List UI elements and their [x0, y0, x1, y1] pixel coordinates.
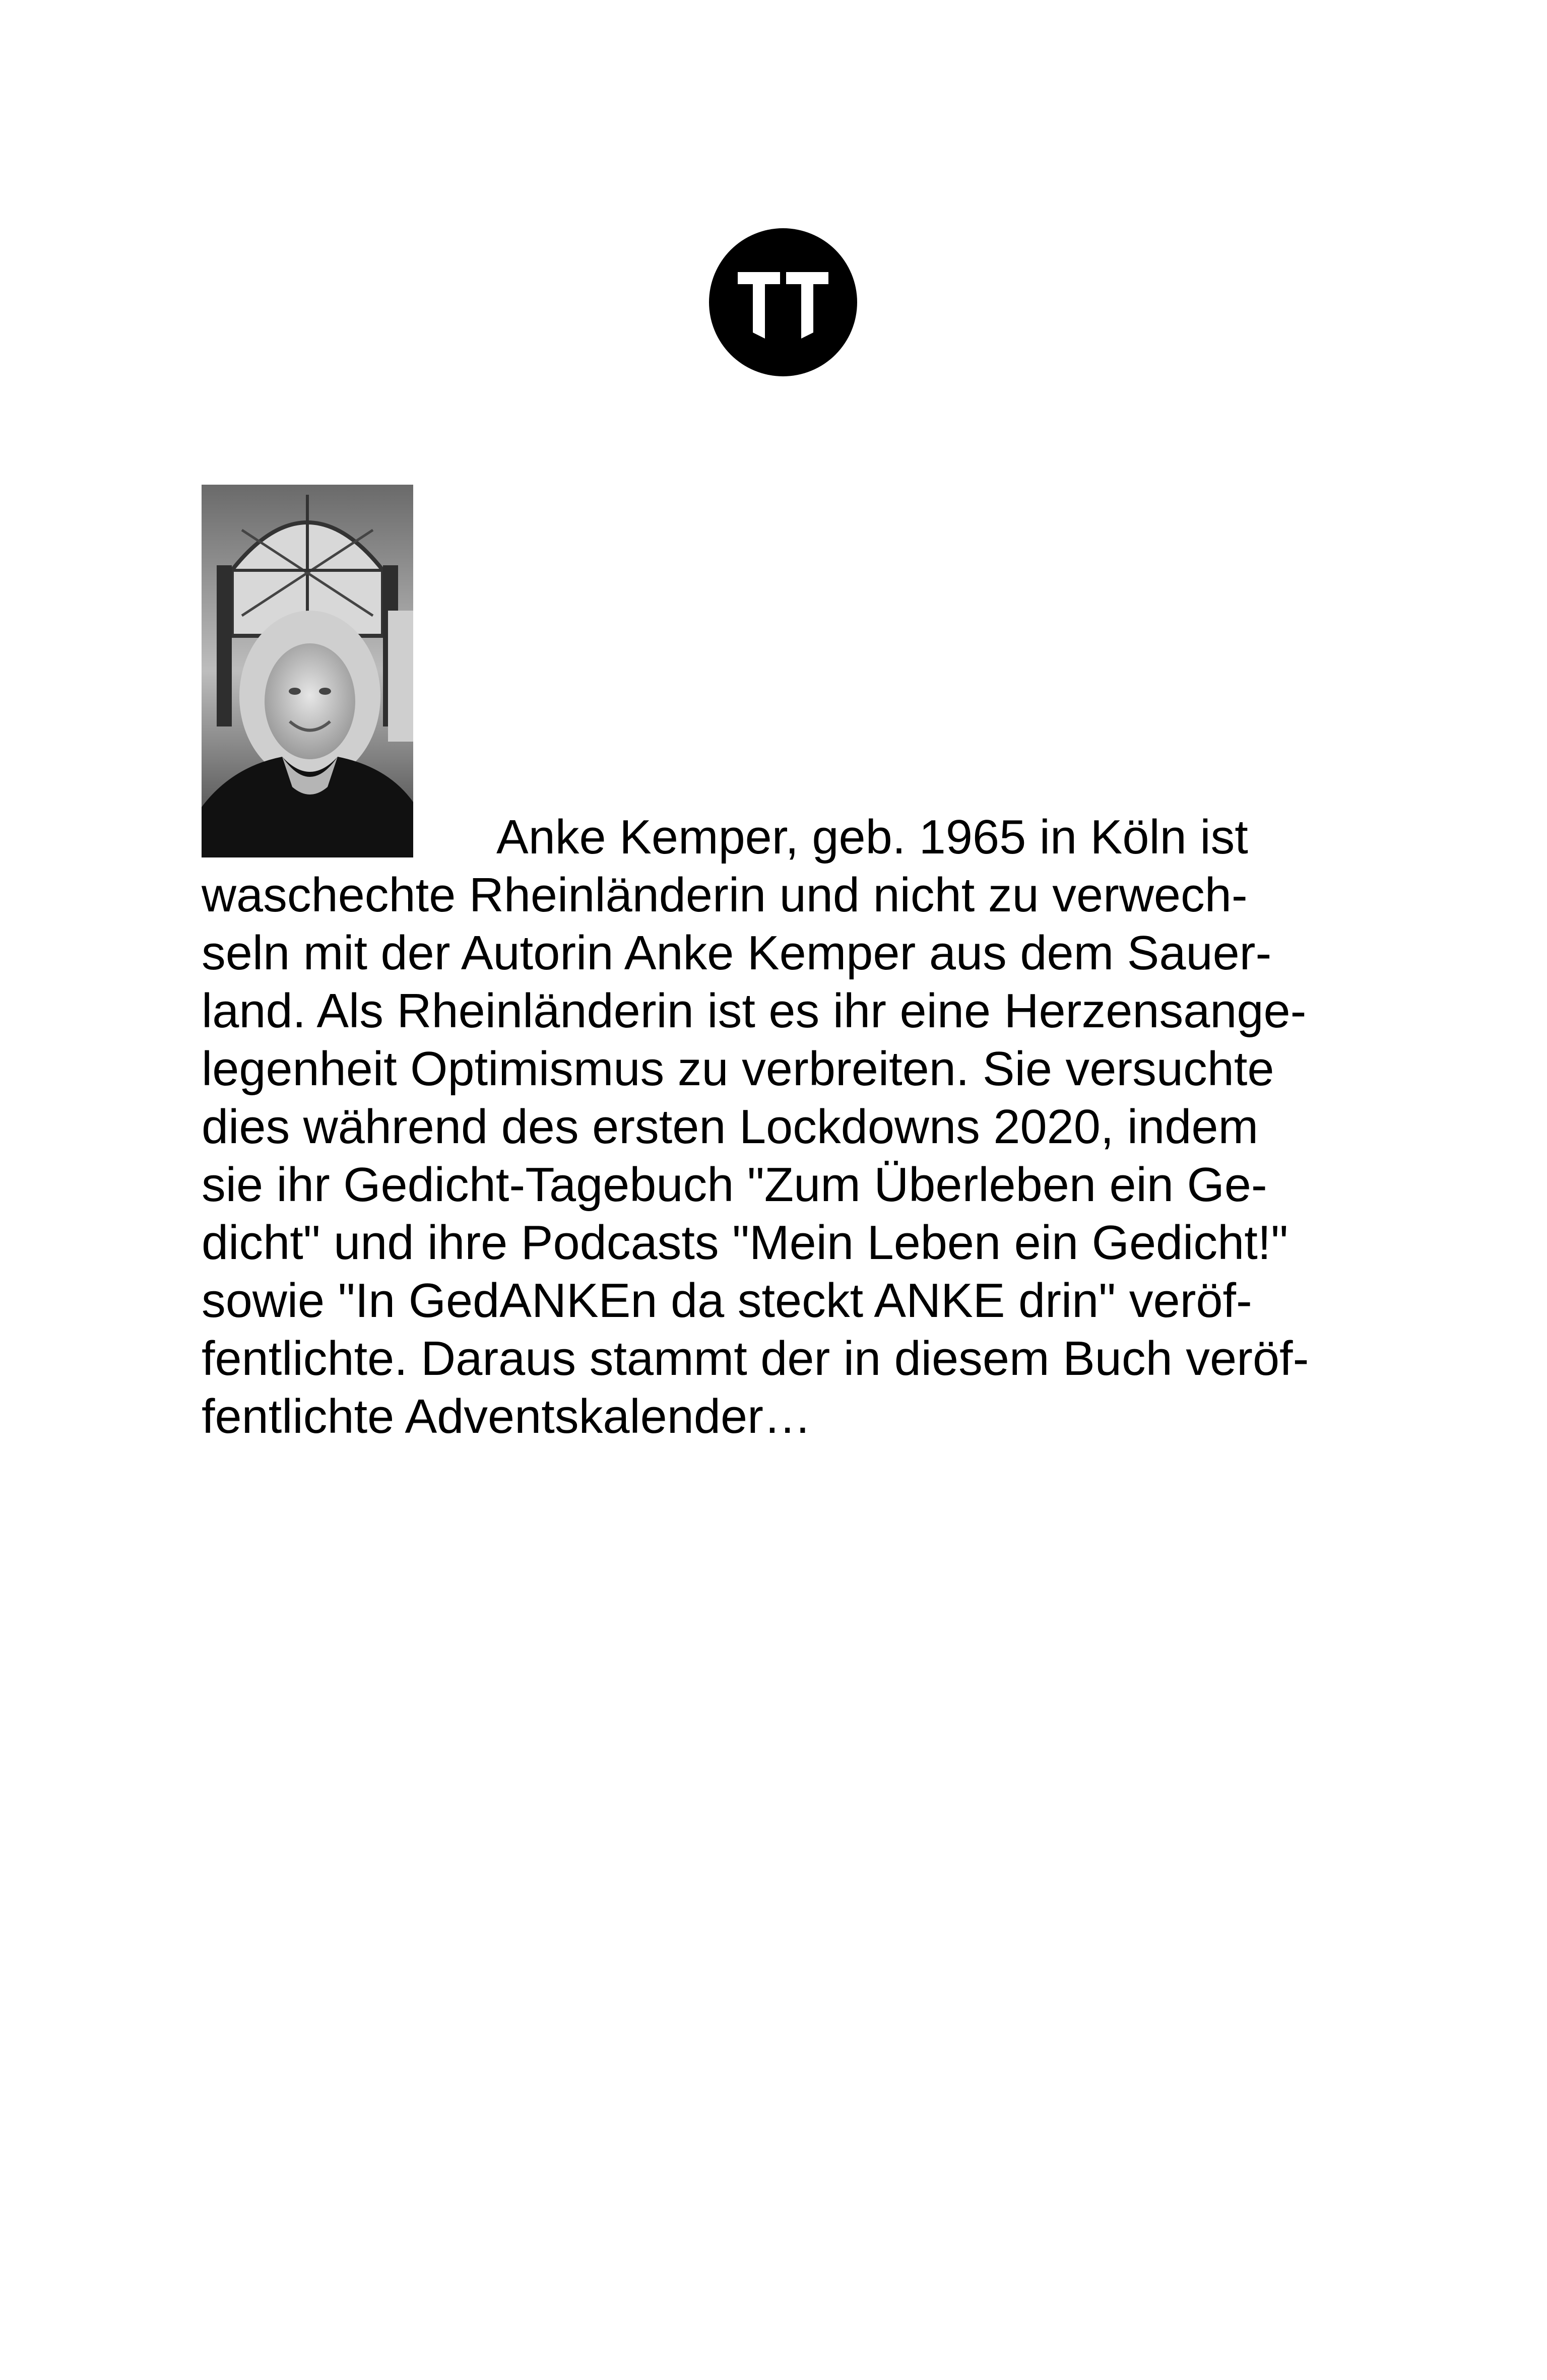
tt-publisher-logo-icon: [707, 227, 859, 378]
bio-line: dies während des ersten Lockdowns 2020, indem: [202, 1100, 1258, 1154]
bio-line: sowie "In GedANKEn da steckt ANKE drin" veröf-: [202, 1274, 1252, 1328]
bio-line: fentlichte Adventskalender…: [202, 1390, 812, 1443]
bio-line: seln mit der Autorin Anke Kemper aus dem Sauer-: [202, 927, 1272, 980]
bio-line: Anke Kemper, geb. 1965 in Köln ist: [496, 811, 1248, 864]
bio-line: dicht" und ihre Podcasts "Mein Leben ein Gedicht!": [202, 1216, 1288, 1270]
bio-line: fentlichte. Daraus stammt der in diesem Buch veröf-: [202, 1332, 1309, 1385]
bio-line: legenheit Optimismus zu verbreiten. Sie versuchte: [202, 1042, 1274, 1096]
bio-line: sie ihr Gedicht-Tagebuch "Zum Überleben ein Ge-: [202, 1158, 1267, 1212]
author-bio: [202, 809, 1361, 1446]
publisher-logo: [707, 227, 859, 378]
bio-line: land. Als Rheinländerin ist es ihr eine Herzensange-: [202, 984, 1307, 1038]
author-portrait-icon: [202, 485, 413, 857]
author-portrait-photo: [202, 485, 413, 857]
bio-line: waschechte Rheinländerin und nicht zu verwech-: [202, 869, 1248, 922]
